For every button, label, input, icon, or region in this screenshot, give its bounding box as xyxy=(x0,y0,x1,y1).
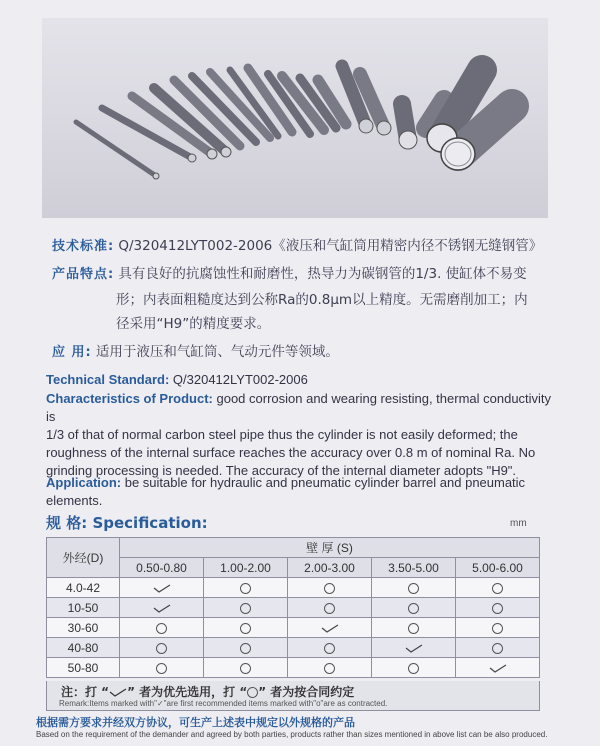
standard-en xyxy=(46,371,556,389)
features-cn xyxy=(52,264,562,285)
mark-cell xyxy=(120,598,204,618)
characteristics-line-2: 1/3 of that of normal carbon steel pipe thus the cylinder is not easily deformed; the xyxy=(46,427,518,442)
check-icon xyxy=(405,644,423,653)
circle-icon xyxy=(156,643,167,654)
circle-icon xyxy=(240,603,251,614)
circle-icon xyxy=(408,663,419,674)
features-line-3-row xyxy=(116,314,566,335)
spec-body xyxy=(47,578,540,678)
mark-cell xyxy=(372,618,456,638)
characteristics-label: Characteristics of Product: xyxy=(46,391,213,406)
check-icon xyxy=(321,624,339,633)
mark-cell xyxy=(120,638,204,658)
spec-unit: mm xyxy=(510,518,527,529)
application-label: 应 用: xyxy=(52,345,92,360)
standard-value: Q/320412LYT002-2006《液压和气缸筒用精密内径不锈钢无缝钢管》 xyxy=(118,238,543,254)
od-cell: 40-80 xyxy=(47,638,120,658)
wall-range-cell: 5.00-6.00 xyxy=(456,558,540,578)
table-row xyxy=(47,578,540,598)
od-cell: 30-60 xyxy=(47,618,120,638)
table-row xyxy=(47,638,540,658)
mark-cell xyxy=(288,598,372,618)
remark-box xyxy=(46,681,540,711)
mark-cell xyxy=(204,578,288,598)
circle-icon xyxy=(408,623,419,634)
application-cn xyxy=(52,342,562,363)
table-row xyxy=(47,658,540,678)
check-icon xyxy=(109,688,127,697)
features-line-1: 具有良好的抗腐蚀性和耐磨性，热导力为碳钢管的1/3. 使缸体不易变 xyxy=(118,266,527,282)
od-header: 外经(D) xyxy=(47,538,120,578)
mark-cell xyxy=(288,658,372,678)
check-icon xyxy=(153,604,171,613)
check-icon xyxy=(489,664,507,673)
mark-cell xyxy=(204,618,288,638)
od-cell: 4.0-42 xyxy=(47,578,120,598)
product-photo xyxy=(42,18,548,218)
features-line-2: 形；内表面粗糙度达到公称Ra的0.8μm以上精度。无需磨削加工；内 xyxy=(116,292,528,308)
circle-icon xyxy=(156,623,167,634)
mark-cell xyxy=(204,658,288,678)
application-en-line-2: elements. xyxy=(46,493,103,508)
mark-cell xyxy=(120,578,204,598)
features-label: 产品特点: xyxy=(52,267,115,282)
mark-cell xyxy=(456,578,540,598)
mark-cell xyxy=(372,638,456,658)
mark-cell xyxy=(288,638,372,658)
steel-tubes-illustration xyxy=(42,18,548,218)
wall-range-row xyxy=(47,558,540,578)
table-row xyxy=(47,618,540,638)
characteristics-line-4: grinding processing is needed. The accuracy of the internal diameter adopts "H9". xyxy=(46,463,517,478)
standard-en-label: Technical Standard: xyxy=(46,372,170,387)
circle-icon xyxy=(247,687,258,698)
features-line-3: 径采用“H9”的精度要求。 xyxy=(116,316,271,332)
circle-icon xyxy=(408,583,419,594)
circle-icon xyxy=(492,583,503,594)
application-en-line-1: be suitable for hydraulic and pneumatic cylinder barrel and pneumatic xyxy=(121,475,526,490)
characteristics-en xyxy=(46,390,560,480)
wall-header: 壁 厚 (S) xyxy=(120,538,540,558)
footer-cn: 根据需方要求并经双方协议，可生产上述表中规定以外规格的产品 xyxy=(36,716,355,729)
application-en xyxy=(46,474,560,510)
spec-title: 规 格: Specification: xyxy=(46,514,208,532)
circle-icon xyxy=(324,603,335,614)
circle-icon xyxy=(492,623,503,634)
spec-table xyxy=(46,537,540,678)
mark-cell xyxy=(456,618,540,638)
wall-range-cell: 1.00-2.00 xyxy=(204,558,288,578)
mark-cell xyxy=(372,578,456,598)
remark-cn-a: 注：打 “ xyxy=(61,685,110,699)
mark-cell xyxy=(372,658,456,678)
circle-icon xyxy=(324,663,335,674)
circle-icon xyxy=(240,623,251,634)
table-row xyxy=(47,598,540,618)
wall-range-cell: 0.50-0.80 xyxy=(120,558,204,578)
characteristics-line-3: roughness of the internal surface reaches the accuracy over 0.8 m of nominal Ra. No xyxy=(46,445,536,460)
application-en-label: Application: xyxy=(46,475,122,490)
standard-cn xyxy=(52,236,562,257)
circle-icon xyxy=(240,583,251,594)
footer-en: Based on the requirement of the demander and agreed by both parties, products rather than sizes mentioned in above list can be also produced. xyxy=(36,730,548,739)
mark-cell xyxy=(120,618,204,638)
wall-range-cell: 3.50-5.00 xyxy=(372,558,456,578)
mark-cell xyxy=(204,638,288,658)
application-text: 适用于液压和气缸筒、气动元件等领域。 xyxy=(95,344,339,360)
check-icon xyxy=(153,584,171,593)
characteristics-line-1: good corrosion and wearing resisting, thermal conductivity is xyxy=(46,391,552,424)
mark-cell xyxy=(288,618,372,638)
remark-cn-c: ” 者为按合同约定 xyxy=(258,685,355,699)
mark-cell xyxy=(456,638,540,658)
wall-range-cell: 2.00-3.00 xyxy=(288,558,372,578)
mark-cell xyxy=(456,658,540,678)
circle-icon xyxy=(492,603,503,614)
circle-icon xyxy=(240,663,251,674)
mark-cell xyxy=(456,598,540,618)
circle-icon xyxy=(240,643,251,654)
od-cell: 50-80 xyxy=(47,658,120,678)
circle-icon xyxy=(408,603,419,614)
mark-cell xyxy=(372,598,456,618)
circle-icon xyxy=(324,583,335,594)
remark-en: Remark:Items marked with"✓"are first recommended items marked with"o"are as contracted. xyxy=(59,699,388,708)
mark-cell xyxy=(288,578,372,598)
standard-label: 技术标准: xyxy=(52,239,115,254)
circle-icon xyxy=(324,643,335,654)
remark-cn xyxy=(61,683,354,700)
circle-icon xyxy=(492,643,503,654)
circle-icon xyxy=(156,663,167,674)
mark-cell xyxy=(204,598,288,618)
od-cell: 10-50 xyxy=(47,598,120,618)
mark-cell xyxy=(120,658,204,678)
remark-cn-b: ” 者为优先选用，打 “ xyxy=(127,685,248,699)
standard-en-value: Q/320412LYT002-2006 xyxy=(169,372,308,387)
features-line-2-row xyxy=(116,290,566,311)
